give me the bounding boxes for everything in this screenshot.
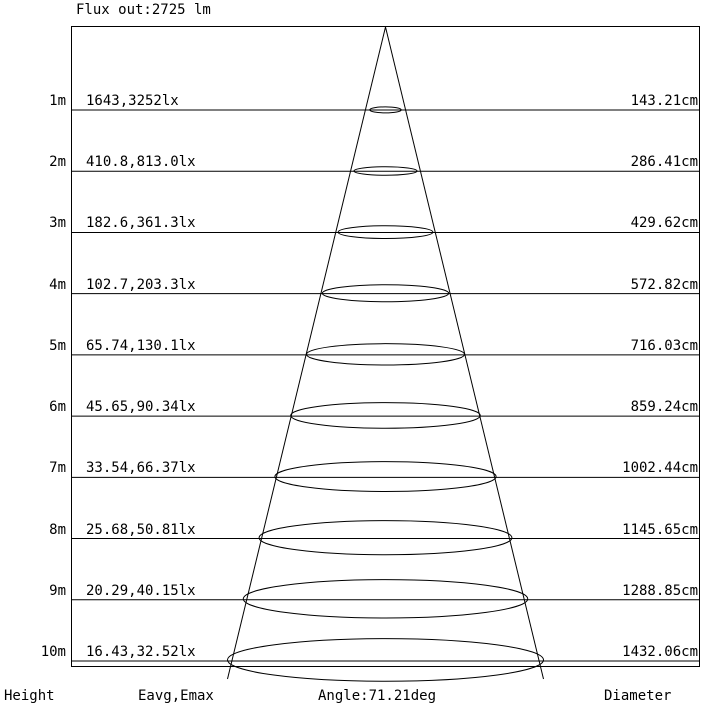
footer-angle-label: Angle:71.21deg bbox=[318, 688, 437, 704]
row-diameter-label: 1288.85cm bbox=[622, 582, 698, 599]
row-height-label: 5m bbox=[49, 337, 66, 354]
flux-out-label: Flux out:2725 lm bbox=[76, 2, 211, 18]
row-diameter-label: 1432.06cm bbox=[622, 644, 698, 660]
row-height-label: 9m bbox=[49, 582, 66, 599]
row-eavg-emax-label: 20.29,40.15lx bbox=[86, 582, 196, 599]
row-diameter-label: 286.41cm bbox=[630, 154, 698, 171]
row-diameter-label: 859.24cm bbox=[630, 399, 698, 416]
footer-diameter-label: Diameter bbox=[604, 688, 672, 704]
row-diameter-label: 1002.44cm bbox=[622, 460, 698, 477]
row-diameter-label: 572.82cm bbox=[630, 276, 698, 293]
row-height-label: 8m bbox=[49, 521, 66, 538]
footer-height-label: Height bbox=[4, 688, 55, 704]
row-height-label: 10m bbox=[40, 644, 66, 660]
row-eavg-emax-label: 1643,3252lx bbox=[86, 93, 179, 109]
row-height-label: 7m bbox=[49, 460, 66, 477]
row-eavg-emax-label: 25.68,50.81lx bbox=[86, 521, 196, 538]
row-height-label: 2m bbox=[49, 154, 66, 171]
row-diameter-label: 429.62cm bbox=[630, 215, 698, 232]
row-eavg-emax-label: 102.7,203.3lx bbox=[86, 276, 196, 293]
row-eavg-emax-label: 182.6,361.3lx bbox=[86, 215, 196, 232]
row-eavg-emax-label: 65.74,130.1lx bbox=[86, 337, 196, 354]
row-height-label: 4m bbox=[49, 276, 66, 293]
row-height-label: 6m bbox=[49, 399, 66, 416]
row-eavg-emax-label: 16.43,32.52lx bbox=[86, 644, 196, 660]
row-diameter-label: 143.21cm bbox=[630, 93, 698, 109]
row-height-label: 1m bbox=[49, 93, 66, 109]
row-diameter-label: 1145.65cm bbox=[622, 521, 698, 538]
row-eavg-emax-label: 33.54,66.37lx bbox=[86, 460, 196, 477]
row-diameter-label: 716.03cm bbox=[630, 337, 698, 354]
row-height-label: 3m bbox=[49, 215, 66, 232]
footer-eavg-label: Eavg,Emax bbox=[138, 688, 214, 704]
row-eavg-emax-label: 410.8,813.0lx bbox=[86, 154, 196, 171]
row-eavg-emax-label: 45.65,90.34lx bbox=[86, 399, 196, 416]
